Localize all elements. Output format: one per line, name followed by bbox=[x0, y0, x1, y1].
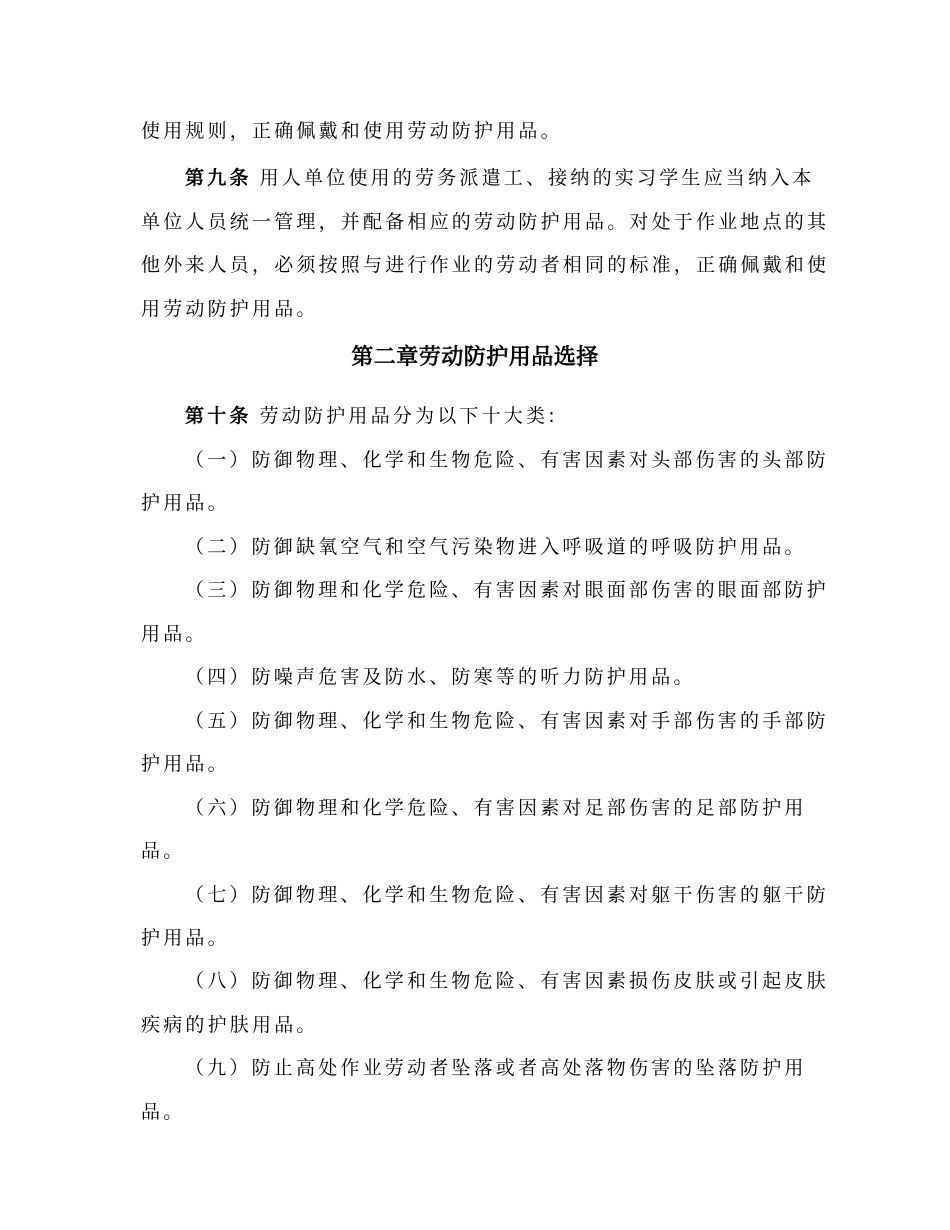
list-item-9: （九）防止高处作业劳动者坠落或者高处落物伤害的坠落防护用 bbox=[185, 1057, 807, 1079]
text-line: 用劳动防护用品。 bbox=[141, 298, 319, 320]
article-9-label: 第九条 bbox=[185, 167, 252, 189]
list-item-6: （六）防御物理和化学危险、有害因素对足部伤害的足部防护用 bbox=[185, 797, 807, 819]
text-line: 使用规则，正确佩戴和使用劳动防护用品。 bbox=[141, 120, 563, 142]
text-line: 单位人员统一管理，并配备相应的劳动防护用品。对处于作业地点的其 bbox=[141, 211, 830, 233]
list-item-7: （七）防御物理、化学和生物危险、有害因素对躯干伤害的躯干防 bbox=[185, 884, 829, 906]
list-item-1-cont: 护用品。 bbox=[141, 492, 230, 514]
text-line: 他外来人员，必须按照与进行作业的劳动者相同的标准，正确佩戴和使 bbox=[141, 254, 830, 276]
article-9-text: 用人单位使用的劳务派遣工、接纳的实习学生应当纳入本 bbox=[259, 167, 815, 189]
list-item-9-cont: 品。 bbox=[141, 1101, 186, 1123]
list-item-8-cont: 疾病的护肤用品。 bbox=[141, 1014, 319, 1036]
list-item-7-cont: 护用品。 bbox=[141, 927, 230, 949]
list-item-3-cont: 用品。 bbox=[141, 623, 208, 645]
list-item-5: （五）防御物理、化学和生物危险、有害因素对手部伤害的手部防 bbox=[185, 710, 829, 732]
list-item-6-cont: 品。 bbox=[141, 840, 186, 862]
article-9-first-line bbox=[185, 165, 831, 191]
article-10-label: 第十条 bbox=[185, 405, 252, 427]
article-10-line bbox=[185, 403, 831, 429]
chapter-title: 第二章劳动防护用品选择 bbox=[351, 345, 599, 370]
list-item-1: （一）防御物理、化学和生物危险、有害因素对头部伤害的头部防 bbox=[185, 449, 829, 471]
article-10-text: 劳动防护用品分为以下十大类: bbox=[259, 405, 558, 427]
list-item-3: （三）防御物理和化学危险、有害因素对眼面部伤害的眼面部防护 bbox=[185, 579, 829, 601]
list-item-5-cont: 护用品。 bbox=[141, 753, 230, 775]
list-item-2: （二）防御缺氧空气和空气污染物进入呼吸道的呼吸防护用品。 bbox=[185, 536, 807, 558]
list-item-4: （四）防噪声危害及防水、防寒等的听力防护用品。 bbox=[185, 666, 696, 688]
list-item-8: （八）防御物理、化学和生物危险、有害因素损伤皮肤或引起皮肤 bbox=[185, 970, 829, 992]
